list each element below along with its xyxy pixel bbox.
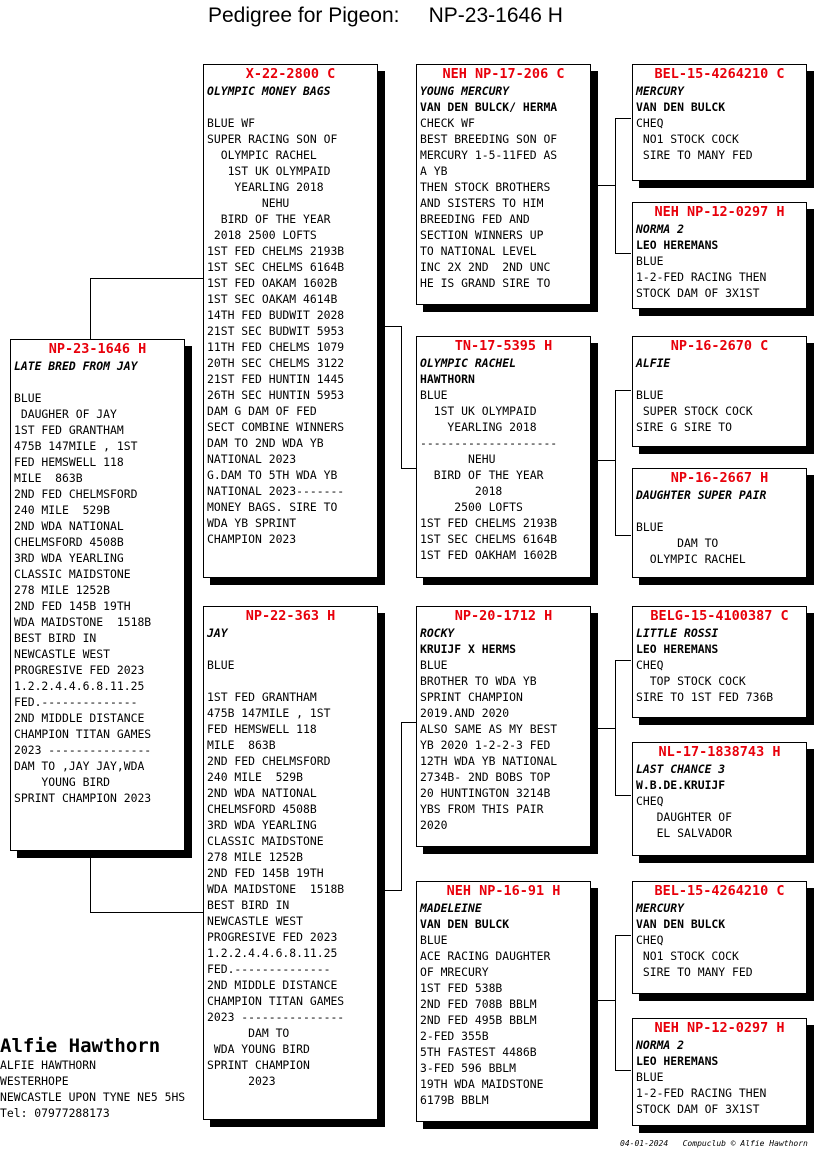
breeder: LEO HEREMANS (636, 238, 719, 252)
pigeon-card-sire-dam (416, 336, 591, 578)
connector-line (615, 535, 631, 536)
pigeon-card-sss (632, 64, 807, 181)
breeder: VAN DEN BULCK (636, 100, 726, 114)
breeder (636, 371, 803, 387)
pigeon-name: MERCURY (636, 901, 685, 915)
connector-line (90, 848, 91, 912)
pigeon-color: CHEQ (636, 933, 664, 947)
pigeon-notes: 1-2-FED RACING THEN STOCK DAM OF 3X1ST (636, 1086, 767, 1116)
pigeon-card-sire (203, 64, 378, 578)
pigeon-card-dss (632, 606, 807, 718)
pigeon-color: BLUE (636, 388, 664, 402)
breeder (14, 374, 181, 390)
pigeon-color: BLUE (420, 388, 448, 402)
owner-phone: Tel: 07977288173 (0, 1106, 110, 1120)
pigeon-name: LATE BRED FROM JAY (14, 359, 138, 373)
pigeon-name: ALFIE (636, 356, 671, 370)
ring-number: NP-16-2667 H (670, 470, 769, 486)
pigeon-notes: NO1 STOCK COCK SIRE TO MANY FED (642, 132, 753, 162)
connector-line (598, 1000, 616, 1001)
ring-number: BEL-15-4264210 C (654, 883, 785, 899)
connector-line (401, 722, 402, 890)
pigeon-name: ROCKY (420, 626, 455, 640)
breeder (207, 641, 374, 657)
ring-number: NP-20-1712 H (454, 608, 553, 624)
ring-number: NEH NP-16-91 H (446, 883, 561, 899)
breeder: VAN DEN BULCK/ HERMA (420, 100, 558, 114)
pigeon-card-dds (632, 881, 807, 994)
connector-line (615, 935, 631, 936)
connector-line (385, 326, 402, 327)
pigeon-card-subject (10, 339, 185, 851)
pigeon-color: BLUE (420, 658, 448, 672)
pigeon-name: DAUGHTER SUPER PAIR (636, 488, 767, 502)
pigeon-name: OLYMPIC RACHEL (420, 356, 517, 370)
pigeon-notes: DAUGHTER OF EL SALVADOR (656, 810, 733, 840)
connector-line (615, 118, 616, 253)
ring-number: NEH NP-12-0297 H (654, 1020, 785, 1036)
footer-credit: 04-01-2024 Compuclub © Alfie Hawthorn (620, 1139, 808, 1148)
breeder: VAN DEN BULCK (420, 917, 510, 931)
pigeon-notes: BROTHER TO WDA YB SPRINT CHAMPION 2019.AND 2020 ALSO SAME AS MY BEST YB 2020 1-2-2-3 FED 12TH WDA YB NATIONAL 2734B- 2ND BOBS TOP 20 HUNTINGTON 3214B YBS FROM THIS PAIR 2020 (420, 674, 558, 832)
pigeon-color: CHEQ (636, 658, 664, 672)
connector-line (90, 278, 91, 340)
breeder: KRUIJF X HERMS (420, 642, 517, 656)
ring-number: NP-22-363 H (245, 608, 336, 624)
connector-line (401, 326, 402, 468)
pigeon-color: BLUE (207, 658, 235, 672)
pigeon-name: JAY (207, 626, 228, 640)
pigeon-notes: ACE RACING DAUGHTER OF MRECURY 1ST FED 538B 2ND FED 708B BBLM 2ND FED 495B BBLM 2-FED 355B 5TH FASTEST 4486B 3-FED 596 BBLM 19TH WDA MAIDSTONE 6179B BBLM (420, 949, 551, 1107)
connector-line (615, 795, 631, 796)
pigeon-notes: NO1 STOCK COCK SIRE TO MANY FED (642, 949, 753, 979)
pigeon-color: BLUE (14, 391, 42, 405)
breeder: HAWTHORN (420, 372, 475, 386)
pigeon-notes: TOP STOCK COCK SIRE TO 1ST FED 736B (636, 674, 774, 704)
pigeon-color: BLUE (636, 254, 664, 268)
breeder: W.B.DE.KRUIJF (636, 778, 726, 792)
connector-line (615, 1070, 631, 1071)
connector-line (598, 728, 616, 729)
breeder (207, 99, 374, 115)
pigeon-card-dam (203, 606, 378, 1120)
ring-number: NEH NP-17-206 C (442, 66, 565, 82)
ring-number: NEH NP-12-0297 H (654, 204, 785, 220)
pigeon-name: OLYMPIC MONEY BAGS (207, 84, 331, 98)
connector-line (385, 890, 402, 891)
breeder: LEO HEREMANS (636, 642, 719, 656)
pigeon-notes: 1-2-FED RACING THEN STOCK DAM OF 3X1ST (636, 270, 767, 300)
connector-line (615, 118, 631, 119)
connector-line (615, 390, 616, 535)
connector-line (615, 660, 631, 661)
connector-line (598, 460, 616, 461)
pigeon-notes: BEST BREEDING SON OF MERCURY 1-5-11FED AS A YB THEN STOCK BROTHERS AND SISTERS TO HIM BREEDING FED AND SECTION WINNERS UP TO NATIONAL LEVEL INC 2X 2ND 2ND UNC HE IS GRAND SIRE TO (420, 132, 558, 290)
connector-line (90, 278, 203, 279)
connector-line (401, 468, 416, 469)
ring-number: X-22-2800 C (245, 66, 336, 82)
ring-number: TN-17-5395 H (454, 338, 553, 354)
pigeon-name: MERCURY (636, 84, 685, 98)
ring-number: NL-17-1838743 H (658, 744, 781, 760)
connector-line (615, 390, 631, 391)
pigeon-name: LITTLE ROSSI (636, 626, 719, 640)
pigeon-notes: DAUGHER OF JAY 1ST FED GRANTHAM 475B 147MILE , 1ST FED HEMSWELL 118 MILE 863B 2ND FED CHELMSFORD 240 MILE 529B 2ND WDA NATIONAL CHELMSFORD 4508B 3RD WDA YEARLING CLASSIC MAIDSTONE 278 MILE 1252B 2ND FED 145B 19TH WDA MAIDSTONE 1518B BEST BIRD IN NEWCASTLE WEST PROGRESIVE FED 2023 1.2.2.4.4.6.8.11.25 FED.-------------- 2ND MIDDLE DISTANCE CHAMPION TITAN GAMES 2023 --------------- DAM TO ,JAY JAY,WDA YOUNG BIRD SPRINT CHAMPION 2023 (14, 407, 152, 805)
owner-line: WESTERHOPE (0, 1074, 69, 1088)
pigeon-notes: SUPER STOCK COCK SIRE G SIRE TO (636, 404, 753, 434)
pigeon-notes: DAM TO OLYMPIC RACHEL (649, 536, 746, 566)
owner-info (0, 1035, 200, 1121)
pigeon-color: BLUE WF (207, 116, 256, 130)
connector-line (615, 660, 616, 795)
pigeon-notes: SUPER RACING SON OF OLYMPIC RACHEL 1ST UK OLYMPAID YEARLING 2018 NEHU BIRD OF THE YEAR 2018 2500 LOFTS 1ST FED CHELMS 2193B 1ST SEC CHELMS 6164B 1ST FED OAKAM 1602B 1ST SEC OAKAM 4614B 14TH FED BUDWIT 2028 21ST SEC BUDWIT 5953 11TH FED CHELMS 1079 20TH SEC CHELMS 3122 21ST FED HUNTIN 1445 26TH SEC HUNTIN 5953 DAM G DAM OF FED SECT COMBINE WINNERS DAM TO 2ND WDA YB NATIONAL 2023 G.DAM TO 5TH WDA YB NATIONAL 2023------- MONEY BAGS. SIRE TO WDA YB SPRINT CHAMPION 2023 (207, 132, 345, 546)
page-title: Pedigree for Pigeon: NP-23-1646 H (208, 4, 563, 27)
pigeon-card-sds (632, 336, 807, 447)
pigeon-color: BLUE (420, 933, 448, 947)
pigeon-card-sdd (632, 468, 807, 578)
pigeon-color: CHECK WF (420, 116, 475, 130)
pigeon-name: NORMA 2 (636, 1038, 685, 1052)
pigeon-card-ddd (632, 1018, 807, 1126)
pigeon-card-dam-sire (416, 606, 591, 847)
pigeon-card-sire-sire (416, 64, 591, 305)
connector-line (401, 722, 416, 723)
breeder: LEO HEREMANS (636, 1054, 719, 1068)
connector-line (90, 912, 203, 913)
owner-line: NEWCASTLE UPON TYNE NE5 5HS (0, 1090, 186, 1104)
connector-line (615, 935, 616, 1070)
pigeon-notes: 1ST FED GRANTHAM 475B 147MILE , 1ST FED HEMSWELL 118 MILE 863B 2ND FED CHELMSFORD 240 MILE 529B 2ND WDA NATIONAL CHELMSFORD 4508B 3RD WDA YEARLING CLASSIC MAIDSTONE 278 MILE 1252B 2ND FED 145B 19TH WDA MAIDSTONE 1518B BEST BIRD IN NEWCASTLE WEST PROGRESIVE FED 2023 1.2.2.4.4.6.8.11.25 FED.-------------- 2ND MIDDLE DISTANCE CHAMPION TITAN GAMES 2023 --------------- DAM TO WDA YOUNG BIRD SPRINT CHAMPION 2023 (207, 690, 345, 1088)
ring-number: BEL-15-4264210 C (654, 66, 785, 82)
pigeon-card-ssd (632, 202, 807, 309)
pigeon-color: BLUE (636, 520, 664, 534)
owner-name: Alfie Hawthorn (0, 1035, 161, 1057)
pigeon-card-dsd (632, 742, 807, 856)
ring-number: NP-16-2670 C (670, 338, 769, 354)
pigeon-color: CHEQ (636, 116, 664, 130)
connector-line (615, 253, 631, 254)
pigeon-name: MADELEINE (420, 901, 482, 915)
pigeon-notes: 1ST UK OLYMPAID YEARLING 2018 -------------------- NEHU BIRD OF THE YEAR 2018 2500 LOFTS 1ST FED CHELMS 2193B 1ST SEC CHELMS 6164B 1ST FED OAKHAM 1602B (420, 404, 558, 562)
connector-line (598, 185, 616, 186)
pigeon-name: LAST CHANCE 3 (636, 762, 726, 776)
ring-number: NP-23-1646 H (48, 341, 147, 357)
pigeon-card-dam-dam (416, 881, 591, 1122)
breeder: VAN DEN BULCK (636, 917, 726, 931)
pigeon-name: NORMA 2 (636, 222, 685, 236)
owner-line: ALFIE HAWTHORN (0, 1058, 97, 1072)
pigeon-color: BLUE (636, 1070, 664, 1084)
breeder (636, 503, 803, 519)
pigeon-name: YOUNG MERCURY (420, 84, 510, 98)
ring-number: BELG-15-4100387 C (650, 608, 789, 624)
pigeon-color: CHEQ (636, 794, 664, 808)
